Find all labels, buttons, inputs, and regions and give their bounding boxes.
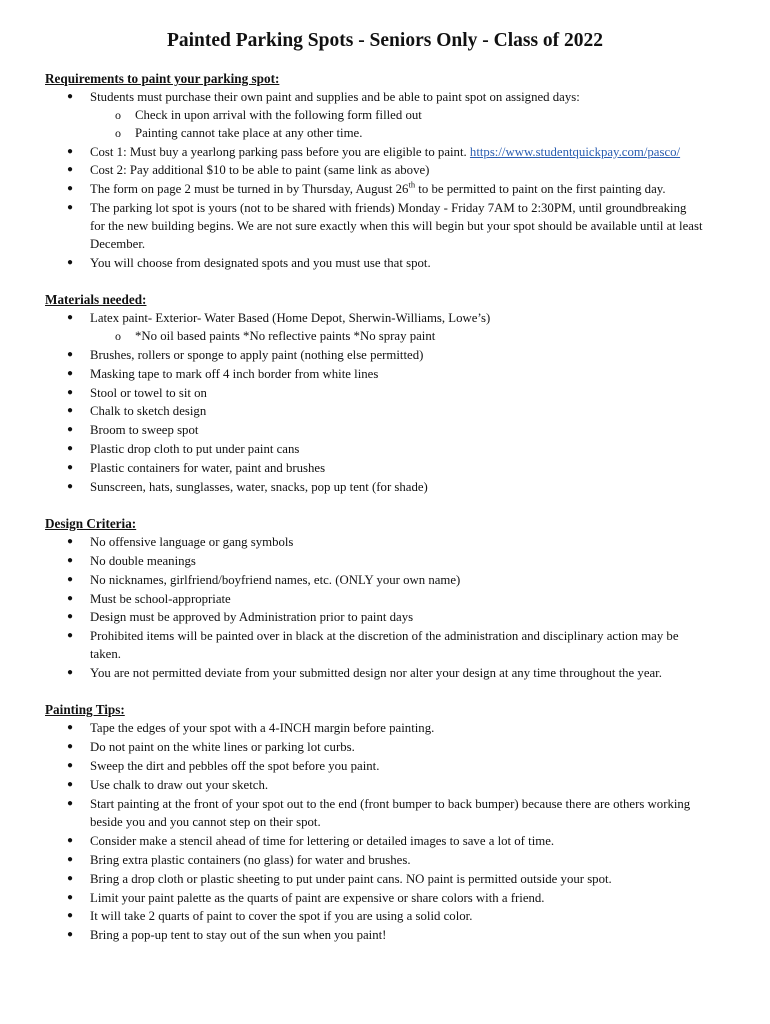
list-item: ● You will choose from designated spots and you must use that spot. [67,256,431,270]
list-item: ● Brushes, rollers or sponge to apply paint (nothing else permitted) [67,348,424,362]
bullet-icon: ● [67,722,74,733]
list-item: ● Masking tape to mark off 4 inch border from white lines [67,367,379,381]
bullet-icon: ● [67,349,74,360]
list-item: ● Sweep the dirt and pebbles off the spot before you paint. [67,759,380,773]
design-criteria-heading: Design Criteria: [45,516,137,531]
circle-bullet-icon: o [115,329,121,343]
sub-list-item: o Painting cannot take place at any other time. [115,126,363,140]
list-item: ● No offensive language or gang symbols [67,535,294,549]
bullet-icon: ● [67,183,74,194]
list-item: ● Latex paint- Exterior- Water Based (Home Depot, Sherwin-Williams, Lowe’s) [67,311,491,325]
bullet-icon: ● [67,424,74,435]
list-item: ● Start painting at the front of your spot out to the end (front bumper to back bumper) because there are others working [67,797,691,811]
bullet-icon: ● [67,835,74,846]
list-item: ● Must be school-appropriate [67,592,231,606]
bullet-icon: ● [67,760,74,771]
list-item: ● Stool or towel to sit on [67,386,207,400]
list-item: ● Plastic drop cloth to put under paint cans [67,442,300,456]
bullet-icon: ● [67,443,74,454]
bullet-icon: ● [67,312,74,323]
bullet-icon: ● [67,910,74,921]
bullet-icon: ● [67,630,74,641]
list-item: ● No nicknames, girlfriend/boyfriend names, etc. (ONLY your own name) [67,573,461,587]
bullet-icon: ● [67,892,74,903]
bullet-icon: ● [67,405,74,416]
bullet-icon: ● [67,462,74,473]
circle-bullet-icon: o [115,108,121,122]
list-item: ● The parking lot spot is yours (not to be shared with friends) Monday - Friday 7AM to 2:30PM, until groundbreaking [67,201,687,215]
list-item: ● Plastic containers for water, paint and brushes [67,461,326,475]
list-item: ● Bring a drop cloth or plastic sheeting to put under paint cans. NO paint is permitted outside your spot. [67,872,612,886]
list-item: ● Do not paint on the white lines or parking lot curbs. [67,740,355,754]
list-item: ● Limit your paint palette as the quarts of paint are expensive or share colors with a friend. [67,891,545,905]
list-item: ● Prohibited items will be painted over in black at the discretion of the administration and disciplinary action may be [67,629,679,643]
bullet-icon: ● [67,593,74,604]
list-item: ● Students must purchase their own paint and supplies and be able to paint spot on assigned days: [67,90,580,104]
list-item: ● Bring a pop-up tent to stay out of the sun when you paint! [67,928,387,942]
list-item: ● You are not permitted deviate from your submitted design nor alter your design at any time throughout the year. [67,666,662,680]
bullet-icon: ● [67,368,74,379]
bullet-icon: ● [67,202,74,213]
bullet-icon: ● [67,555,74,566]
page-title: Painted Parking Spots - Seniors Only - Class of 2022 [166,30,604,51]
bullet-icon: ● [67,481,74,492]
list-item-continuation: taken. [90,647,121,661]
bullet-icon: ● [67,164,74,175]
bullet-icon: ● [67,798,74,809]
bullet-icon: ● [67,854,74,865]
list-item-continuation: beside you and you cannot step on their spot. [90,815,321,829]
bullet-icon: ● [67,257,74,268]
list-item: ● Sunscreen, hats, sunglasses, water, snacks, pop up tent (for shade) [67,480,428,494]
sub-list-item: o *No oil based paints *No reflective paints *No spray paint [115,329,436,343]
bullet-icon: ● [67,574,74,585]
painting-tips-heading: Painting Tips: [45,702,125,717]
list-item: ● No double meanings [67,554,196,568]
list-item: ● Use chalk to draw out your sketch. [67,778,269,792]
bullet-icon: ● [67,741,74,752]
materials-heading: Materials needed: [45,292,147,307]
circle-bullet-icon: o [115,126,121,140]
list-item: ● Cost 2: Pay additional $10 to be able to paint (same link as above) [67,163,430,177]
bullet-icon: ● [67,91,74,102]
studentquickpay-link[interactable]: https://www.studentquickpay.com/pasco/ [469,145,681,159]
bullet-icon: ● [67,146,74,157]
list-item: ● Broom to sweep spot [67,423,199,437]
bullet-icon: ● [67,387,74,398]
bullet-icon: ● [67,929,74,940]
bullet-icon: ● [67,779,74,790]
list-item: ● It will take 2 quarts of paint to cover the spot if you are using a solid color. [67,909,473,923]
list-item: ● Chalk to sketch design [67,404,207,418]
list-item-continuation: for the new building begins. We are not sure exactly when this will begin but your spot should be available until at least [90,219,703,233]
list-item: ● Design must be approved by Administration prior to paint days [67,610,414,624]
list-item: ● Bring extra plastic containers (no glass) for water and brushes. [67,853,411,867]
bullet-icon: ● [67,873,74,884]
list-item: ● The form on page 2 must be turned in by Thursday, August 26th to be permitted to paint on the first painting day. [67,179,666,196]
list-item-continuation: December. [90,237,146,251]
list-item: ● Tape the edges of your spot with a 4-INCH margin before painting. [67,721,435,735]
bullet-icon: ● [67,611,74,622]
bullet-icon: ● [67,536,74,547]
bullet-icon: ● [67,667,74,678]
requirements-heading: Requirements to paint your parking spot: [45,71,280,86]
list-item: ● Cost 1: Must buy a yearlong parking pass before you are eligible to paint. https://www.studentquickpay.com/pasco/ [67,145,681,159]
list-item: ● Consider make a stencil ahead of time for lettering or detailed images to save a lot of time. [67,834,555,848]
sub-list-item: o Check in upon arrival with the following form filled out [115,108,422,122]
